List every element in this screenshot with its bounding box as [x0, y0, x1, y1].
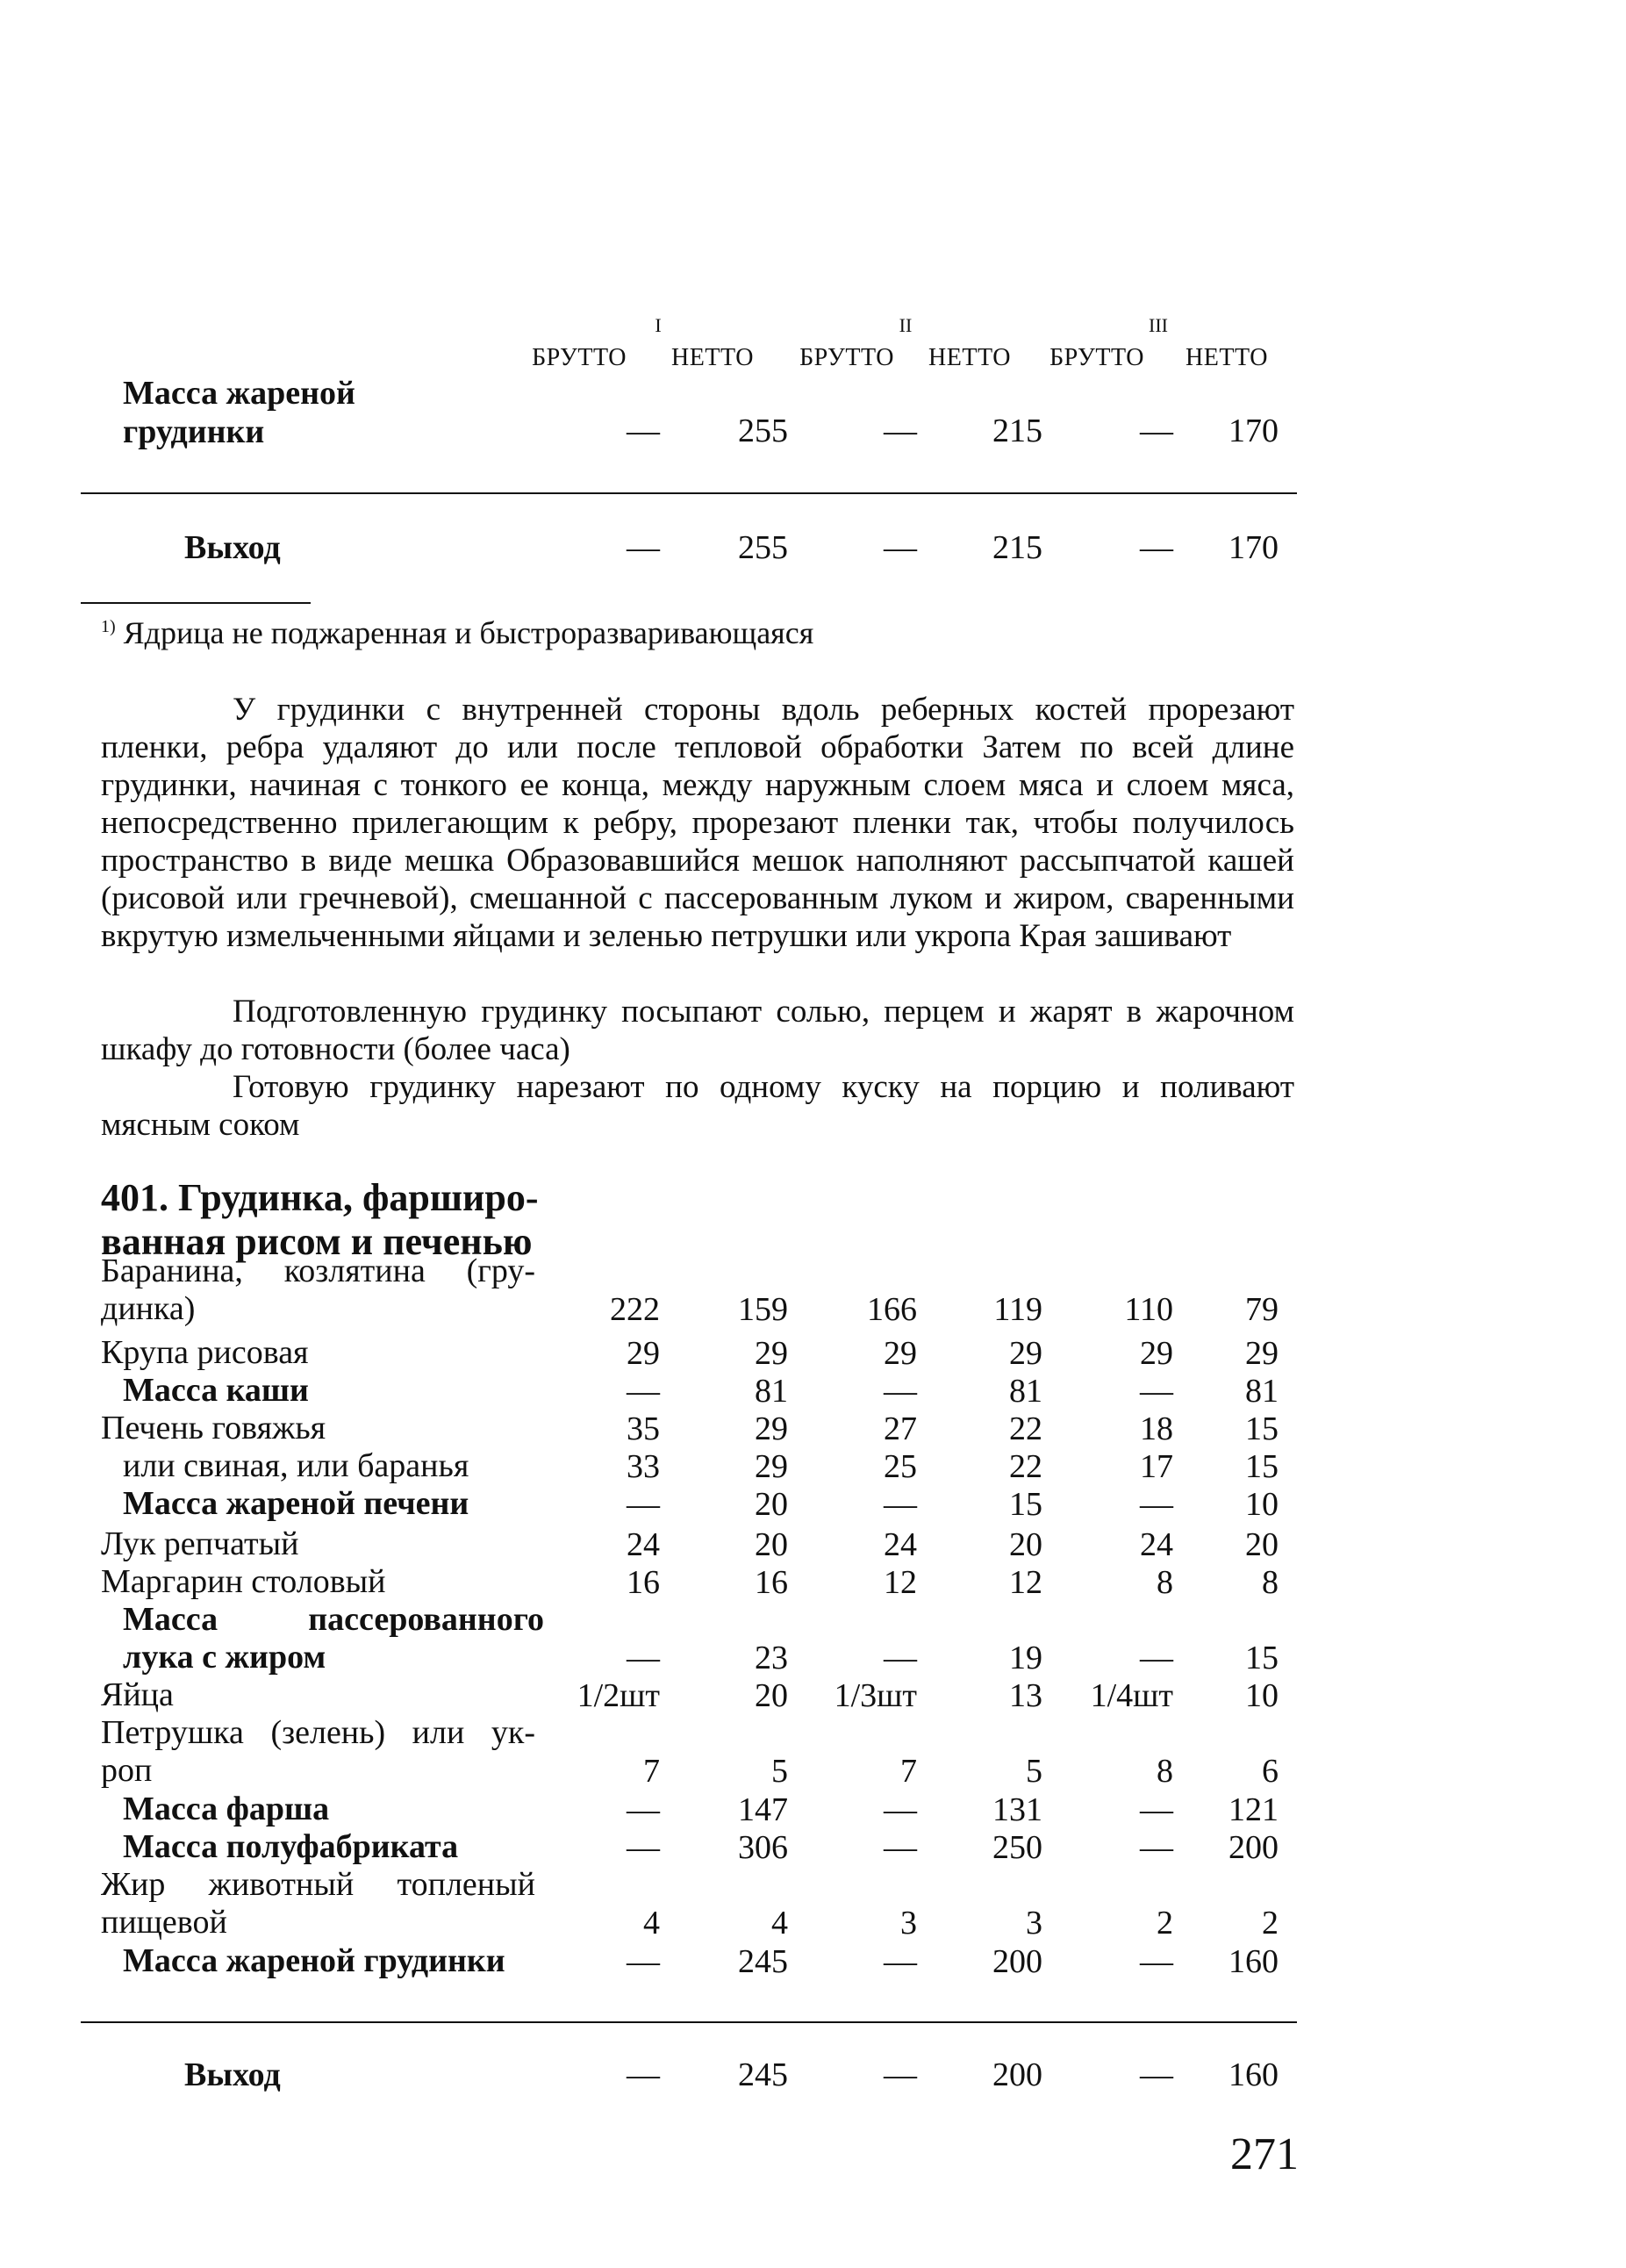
col-header: БРУТТО [532, 344, 627, 371]
recipe-cell: 222 [610, 1291, 660, 1328]
recipe-cell: — [1140, 1943, 1173, 1980]
recipe-row-label: Масса жареной грудинки [123, 1942, 505, 1979]
recipe-cell: 29 [1140, 1335, 1173, 1372]
table1-output-cell: — [884, 529, 917, 566]
recipe-cell: 20 [755, 1677, 788, 1714]
recipe-cell: 119 [993, 1291, 1042, 1328]
recipe-cell: 15 [1009, 1486, 1042, 1523]
recipe-cell: 4 [643, 1905, 660, 1941]
recipe-cell: 24 [884, 1526, 917, 1563]
recipe-cell: 250 [992, 1829, 1042, 1866]
recipe-cell: 8 [1157, 1753, 1173, 1790]
recipe-cell: 5 [1026, 1753, 1042, 1790]
table1-output-cell: — [1140, 529, 1173, 566]
recipe-row-label: Масса каши [123, 1372, 309, 1409]
recipe-cell: — [884, 1486, 917, 1523]
paragraph-2: Подготовленную грудинку посыпают солью, перцем и жарят в жарочном шкафу до готовности (более часа) [101, 994, 1294, 1067]
recipe-cell: 29 [1009, 1335, 1042, 1372]
recipe-cell: 27 [884, 1410, 917, 1447]
recipe-cell: 23 [755, 1640, 788, 1676]
recipe-divider [81, 2021, 1297, 2023]
recipe-cell: 2 [1157, 1905, 1173, 1941]
recipe-cell: 159 [738, 1291, 788, 1328]
recipe-cell: 8 [1157, 1564, 1173, 1601]
table1-output-cell: — [627, 529, 660, 566]
recipe-cell: 16 [755, 1564, 788, 1601]
col-header: НЕТТО [671, 344, 754, 371]
recipe-cell: — [1140, 1640, 1173, 1676]
recipe-cell: 81 [1009, 1373, 1042, 1410]
recipe-cell: 245 [738, 1943, 788, 1980]
recipe-cell: — [1140, 1486, 1173, 1523]
recipe-cell: 5 [771, 1753, 788, 1790]
recipe-cell: — [1140, 1791, 1173, 1828]
recipe-cell: — [1140, 1829, 1173, 1866]
recipe-title: 401. Грудинка, фарширо- ванная рисом и печенью [101, 1176, 539, 1263]
recipe-cell: 121 [1228, 1791, 1279, 1828]
recipe-cell: 35 [627, 1410, 660, 1447]
recipe-cell: 1/2шт [577, 1677, 660, 1714]
recipe-cell: 22 [1009, 1448, 1042, 1485]
table1-cell: — [1140, 413, 1173, 449]
table1-cell: — [884, 413, 917, 449]
recipe-cell: 1/3шт [834, 1677, 917, 1714]
recipe-output-cell: 160 [1228, 2056, 1279, 2093]
table1-row-label: Масса жареной грудинки [123, 375, 355, 450]
recipe-row-label: Жир животный топленый пищевой [101, 1866, 535, 1941]
table1-divider [81, 492, 1297, 494]
recipe-cell: 12 [884, 1564, 917, 1601]
recipe-cell: 81 [755, 1373, 788, 1410]
recipe-cell: 10 [1245, 1486, 1279, 1523]
recipe-cell: 19 [1009, 1640, 1042, 1676]
recipe-row-label: Печень говяжья [101, 1410, 326, 1446]
recipe-cell: 8 [1262, 1564, 1279, 1601]
page-number: 271 [1230, 2129, 1299, 2179]
recipe-cell: — [627, 1943, 660, 1980]
recipe-row-label: Масса пассерованного лука с жиром [123, 1601, 544, 1676]
footnote-text: Ядрица не поджаренная и быстроразваривающаяся [123, 615, 814, 650]
table1-output-label: Выход [184, 529, 281, 566]
recipe-cell: 306 [738, 1829, 788, 1866]
group-header-iii: III [1149, 314, 1168, 336]
table1-cell: — [627, 413, 660, 449]
recipe-cell: — [627, 1791, 660, 1828]
recipe-cell: 29 [627, 1335, 660, 1372]
recipe-cell: 12 [1009, 1564, 1042, 1601]
recipe-row-label: Масса жареной печени [123, 1485, 469, 1522]
recipe-cell: 29 [755, 1410, 788, 1447]
recipe-cell: 131 [992, 1791, 1042, 1828]
table1-cell: 170 [1228, 413, 1279, 449]
recipe-cell: 33 [627, 1448, 660, 1485]
recipe-cell: 16 [627, 1564, 660, 1601]
recipe-cell: 15 [1245, 1448, 1279, 1485]
recipe-row-label: Маргарин столовый [101, 1563, 386, 1600]
group-header-i: I [655, 314, 662, 336]
table1-cell: 255 [738, 413, 788, 449]
recipe-cell: — [884, 1829, 917, 1866]
recipe-cell: 110 [1124, 1291, 1173, 1328]
recipe-row-label: Лук репчатый [101, 1525, 299, 1562]
recipe-cell: — [627, 1640, 660, 1676]
recipe-cell: 22 [1009, 1410, 1042, 1447]
recipe-row-label: Крупа рисовая [101, 1334, 309, 1371]
recipe-cell: 15 [1245, 1410, 1279, 1447]
recipe-cell: 4 [771, 1905, 788, 1941]
recipe-output-cell: 200 [992, 2056, 1042, 2093]
recipe-output-cell: — [884, 2056, 917, 2093]
group-header-ii: II [899, 314, 913, 336]
table1-output-cell: 215 [992, 529, 1042, 566]
recipe-output-cell: — [1140, 2056, 1173, 2093]
recipe-cell: 81 [1245, 1373, 1279, 1410]
recipe-row-label: или свиная, или баранья [123, 1447, 469, 1484]
recipe-output-cell: — [627, 2056, 660, 2093]
paragraph-1: У грудинки с внутренней стороны вдоль реберных костей прорезают пленки, ребра удаляют до или после тепловой обработки Затем по всей длине грудинки, начиная с тонкого ее конца, между наружным слоем мяса и слоем мяса, непосредственно прилегающим к ребру, прорезают пленки так, чтобы получилось пространство в виде мешка Образовавшийся мешок наполняют рассыпчатой кашей (рисовой или гречневой), смешанной с пассерованным луком и жиром, сваренными вкрутую измельченными яйцами и зеленью петрушки или укропа Края зашивают [101, 692, 1294, 954]
recipe-cell: 20 [755, 1486, 788, 1523]
recipe-cell: — [1140, 1373, 1173, 1410]
recipe-cell: 29 [755, 1448, 788, 1485]
col-header: НЕТТО [928, 344, 1011, 371]
recipe-cell: 3 [900, 1905, 917, 1941]
recipe-cell: 2 [1262, 1905, 1279, 1941]
recipe-output-label: Выход [184, 2056, 281, 2093]
table1-output-cell: 255 [738, 529, 788, 566]
recipe-cell: 10 [1245, 1677, 1279, 1714]
recipe-cell: 200 [992, 1943, 1042, 1980]
recipe-cell: 29 [755, 1335, 788, 1372]
col-header: БРУТТО [1049, 344, 1144, 371]
recipe-cell: 3 [1026, 1905, 1042, 1941]
recipe-cell: 166 [867, 1291, 917, 1328]
recipe-cell: 200 [1228, 1829, 1279, 1866]
paragraph-3: Готовую грудинку нарезают по одному куску на порцию и поливают мясным соком [101, 1069, 1294, 1143]
col-header: НЕТТО [1185, 344, 1268, 371]
footnote-marker: 1) [101, 617, 116, 636]
recipe-cell: 13 [1009, 1677, 1042, 1714]
recipe-cell: — [884, 1791, 917, 1828]
recipe-cell: 17 [1140, 1448, 1173, 1485]
recipe-cell: 160 [1228, 1943, 1279, 1980]
recipe-cell: 20 [1009, 1526, 1042, 1563]
recipe-cell: 20 [755, 1526, 788, 1563]
recipe-cell: — [884, 1373, 917, 1410]
table1-output-cell: 170 [1228, 529, 1279, 566]
recipe-cell: — [884, 1640, 917, 1676]
recipe-cell: 24 [627, 1526, 660, 1563]
recipe-row-label: Масса фарша [123, 1791, 330, 1827]
recipe-cell: 1/4шт [1090, 1677, 1173, 1714]
recipe-cell: — [627, 1486, 660, 1523]
recipe-row-label: Петрушка (зелень) или ук- роп [101, 1714, 535, 1789]
recipe-cell: 18 [1140, 1410, 1173, 1447]
recipe-cell: 147 [738, 1791, 788, 1828]
recipe-cell: — [627, 1829, 660, 1866]
recipe-cell: 15 [1245, 1640, 1279, 1676]
recipe-cell: 7 [643, 1753, 660, 1790]
recipe-cell: 25 [884, 1448, 917, 1485]
footnote [101, 614, 813, 651]
table1-cell: 215 [992, 413, 1042, 449]
footnote-rule [81, 602, 311, 604]
recipe-row-label: Масса полуфабриката [123, 1828, 459, 1865]
recipe-cell: 29 [884, 1335, 917, 1372]
recipe-cell: 7 [900, 1753, 917, 1790]
col-header: БРУТТО [799, 344, 894, 371]
recipe-row-label: Яйца [101, 1676, 174, 1713]
recipe-cell: 20 [1245, 1526, 1279, 1563]
recipe-output-cell: 245 [738, 2056, 788, 2093]
recipe-row-label: Баранина, козлятина (гру- динка) [101, 1252, 535, 1327]
recipe-cell: 6 [1262, 1753, 1279, 1790]
recipe-cell: 24 [1140, 1526, 1173, 1563]
recipe-cell: 79 [1245, 1291, 1279, 1328]
recipe-cell: — [627, 1373, 660, 1410]
recipe-cell: 29 [1245, 1335, 1279, 1372]
recipe-cell: — [884, 1943, 917, 1980]
